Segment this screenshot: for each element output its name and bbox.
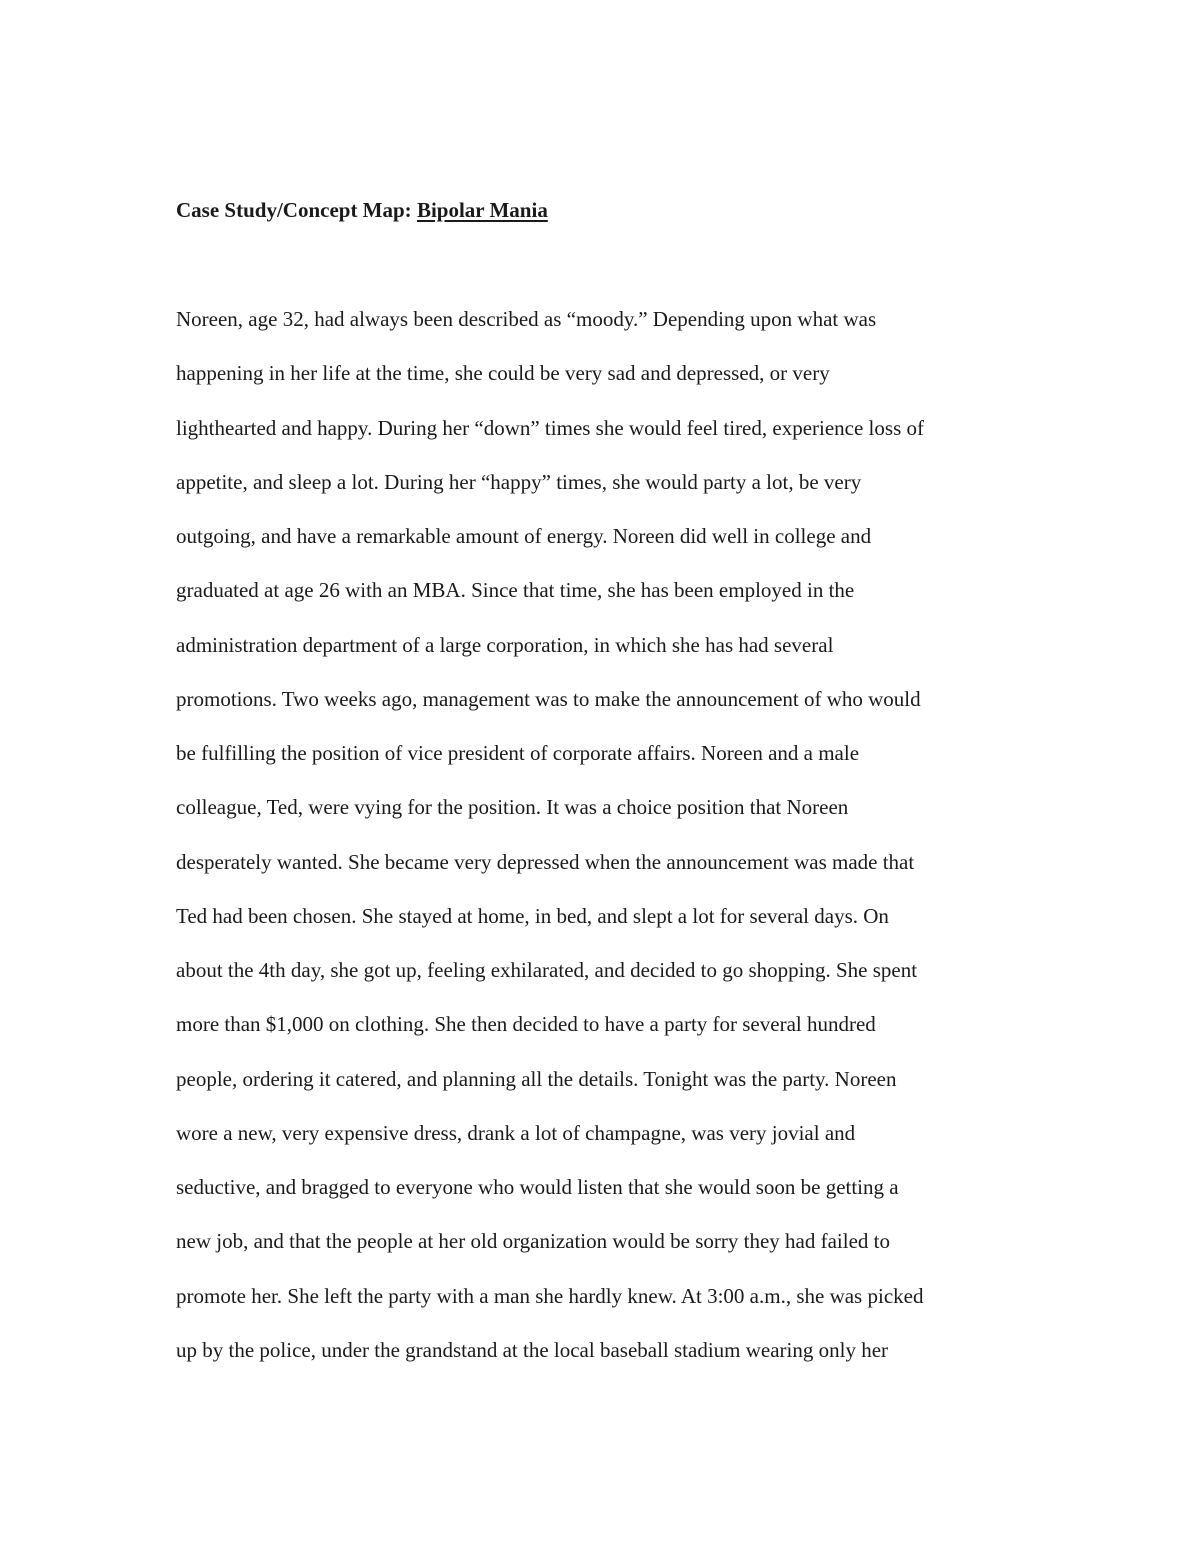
body-line: desperately wanted. She became very depressed when the announcement was made that (176, 849, 915, 874)
body-line: about the 4th day, she got up, feeling exhilarated, and decided to go shopping. She spent (176, 958, 918, 982)
body-line: graduated at age 26 with an MBA. Since that time, she has been employed in the (176, 578, 855, 603)
body-line: colleague, Ted, were vying for the position. It was a choice position that Noreen (176, 795, 849, 820)
body-line: administration department of a large corporation, in which she has had several (176, 632, 834, 657)
body-line: wore a new, very expensive dress, drank a lot of champagne, was very jovial and (176, 1120, 856, 1145)
title-prefix: Case Study/Concept Map: (176, 198, 417, 222)
body-line: more than $1,000 on clothing. She then decided to have a party for several hundred (176, 1012, 876, 1037)
case-study-body (176, 300, 1046, 1385)
body-line: promotions. Two weeks ago, management was to make the announcement of who would (176, 686, 921, 711)
body-line: up by the police, under the grandstand at the local baseball stadium wearing only her (176, 1337, 889, 1362)
body-line: new job, and that the people at her old organization would be sorry they had failed to (176, 1229, 890, 1254)
body-line: Ted had been chosen. She stayed at home, in bed, and slept a lot for several days. On (176, 903, 889, 928)
body-line: happening in her life at the time, she could be very sad and depressed, or very (176, 361, 830, 386)
body-line: seductive, and bragged to everyone who would listen that she would soon be getting a (176, 1175, 899, 1199)
document-title (176, 193, 548, 227)
body-line: outgoing, and have a remarkable amount of energy. Noreen did well in college and (176, 524, 872, 548)
body-line: lighthearted and happy. During her “down” times she would feel tired, experience loss of (176, 415, 924, 440)
body-line: be fulfilling the position of vice president of corporate affairs. Noreen and a male (176, 741, 860, 765)
title-topic: Bipolar Mania (416, 198, 548, 222)
body-line: people, ordering it catered, and planning all the details. Tonight was the party. Noreen (176, 1066, 897, 1091)
body-line: promote her. She left the party with a man she hardly knew. At 3:00 a.m., she was picked (176, 1283, 924, 1308)
body-line: appetite, and sleep a lot. During her “happy” times, she would party a lot, be very (176, 469, 862, 494)
body-line: Noreen, age 32, had always been described as “moody.” Depending upon what was (176, 307, 877, 331)
